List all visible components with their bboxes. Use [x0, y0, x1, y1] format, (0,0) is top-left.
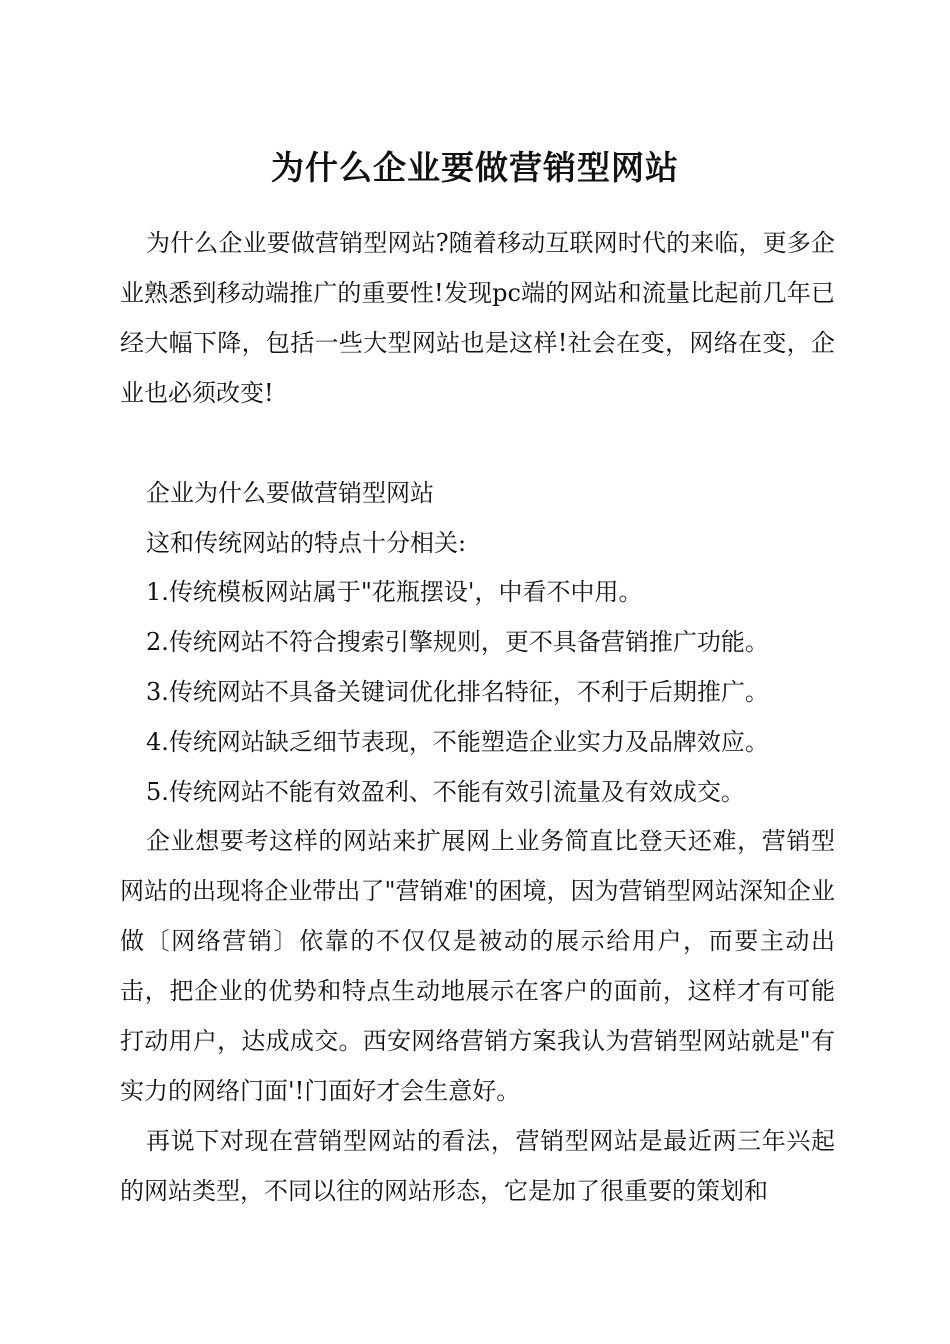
- list-item: 4.传统网站缺乏细节表现，不能塑造企业实力及品牌效应。: [146, 728, 769, 756]
- section-heading: 企业为什么要做营销型网站: [146, 479, 434, 507]
- list-item: 2.传统网站不符合搜索引擎规则，更不具备营销推广功能。: [146, 628, 769, 656]
- intro-paragraph: 为什么企业要做营销型网站?随着移动互联网时代的来临，更多企业熟悉到移动端推广的重要性!发现pc端的网站和流量比起前几年已经大幅下降，包括一些大型网站也是这样!社会在变，网络在变，企业也必须改变!: [120, 229, 835, 407]
- body-paragraph-2: 企业想要考这样的网站来扩展网上业务简直比登天还难，营销型网站的出现将企业带出了"营销难'的困境，因为营销型网站深知企业做〔网络营销〕依靠的不仅仅是被动的展示给用户，而要主动出击，把企业的优势和特点生动地展示在客户的面前，这样才有可能打动用户，达成成交。西安网络营销方案我认为营销型网站就是"有实力的网络门面'!门面好才会生意好。: [120, 827, 835, 1105]
- list-item: 1.传统模板网站属于"花瓶摆设'，中看不中用。: [146, 578, 643, 606]
- list-item: 3.传统网站不具备关键词优化排名特征，不利于后期推广。: [146, 678, 769, 706]
- list-item: 5.传统网站不能有效盈利、不能有效引流量及有效成交。: [146, 778, 745, 806]
- body-paragraph-3: 再说下对现在营销型网站的看法，营销型网站是最近两三年兴起的网站类型，不同以往的网站形态，它是加了很重要的策划和: [120, 1127, 835, 1205]
- list-intro: 这和传统网站的特点十分相关:: [146, 529, 467, 557]
- document-title: 为什么企业要做营销型网站: [271, 148, 679, 187]
